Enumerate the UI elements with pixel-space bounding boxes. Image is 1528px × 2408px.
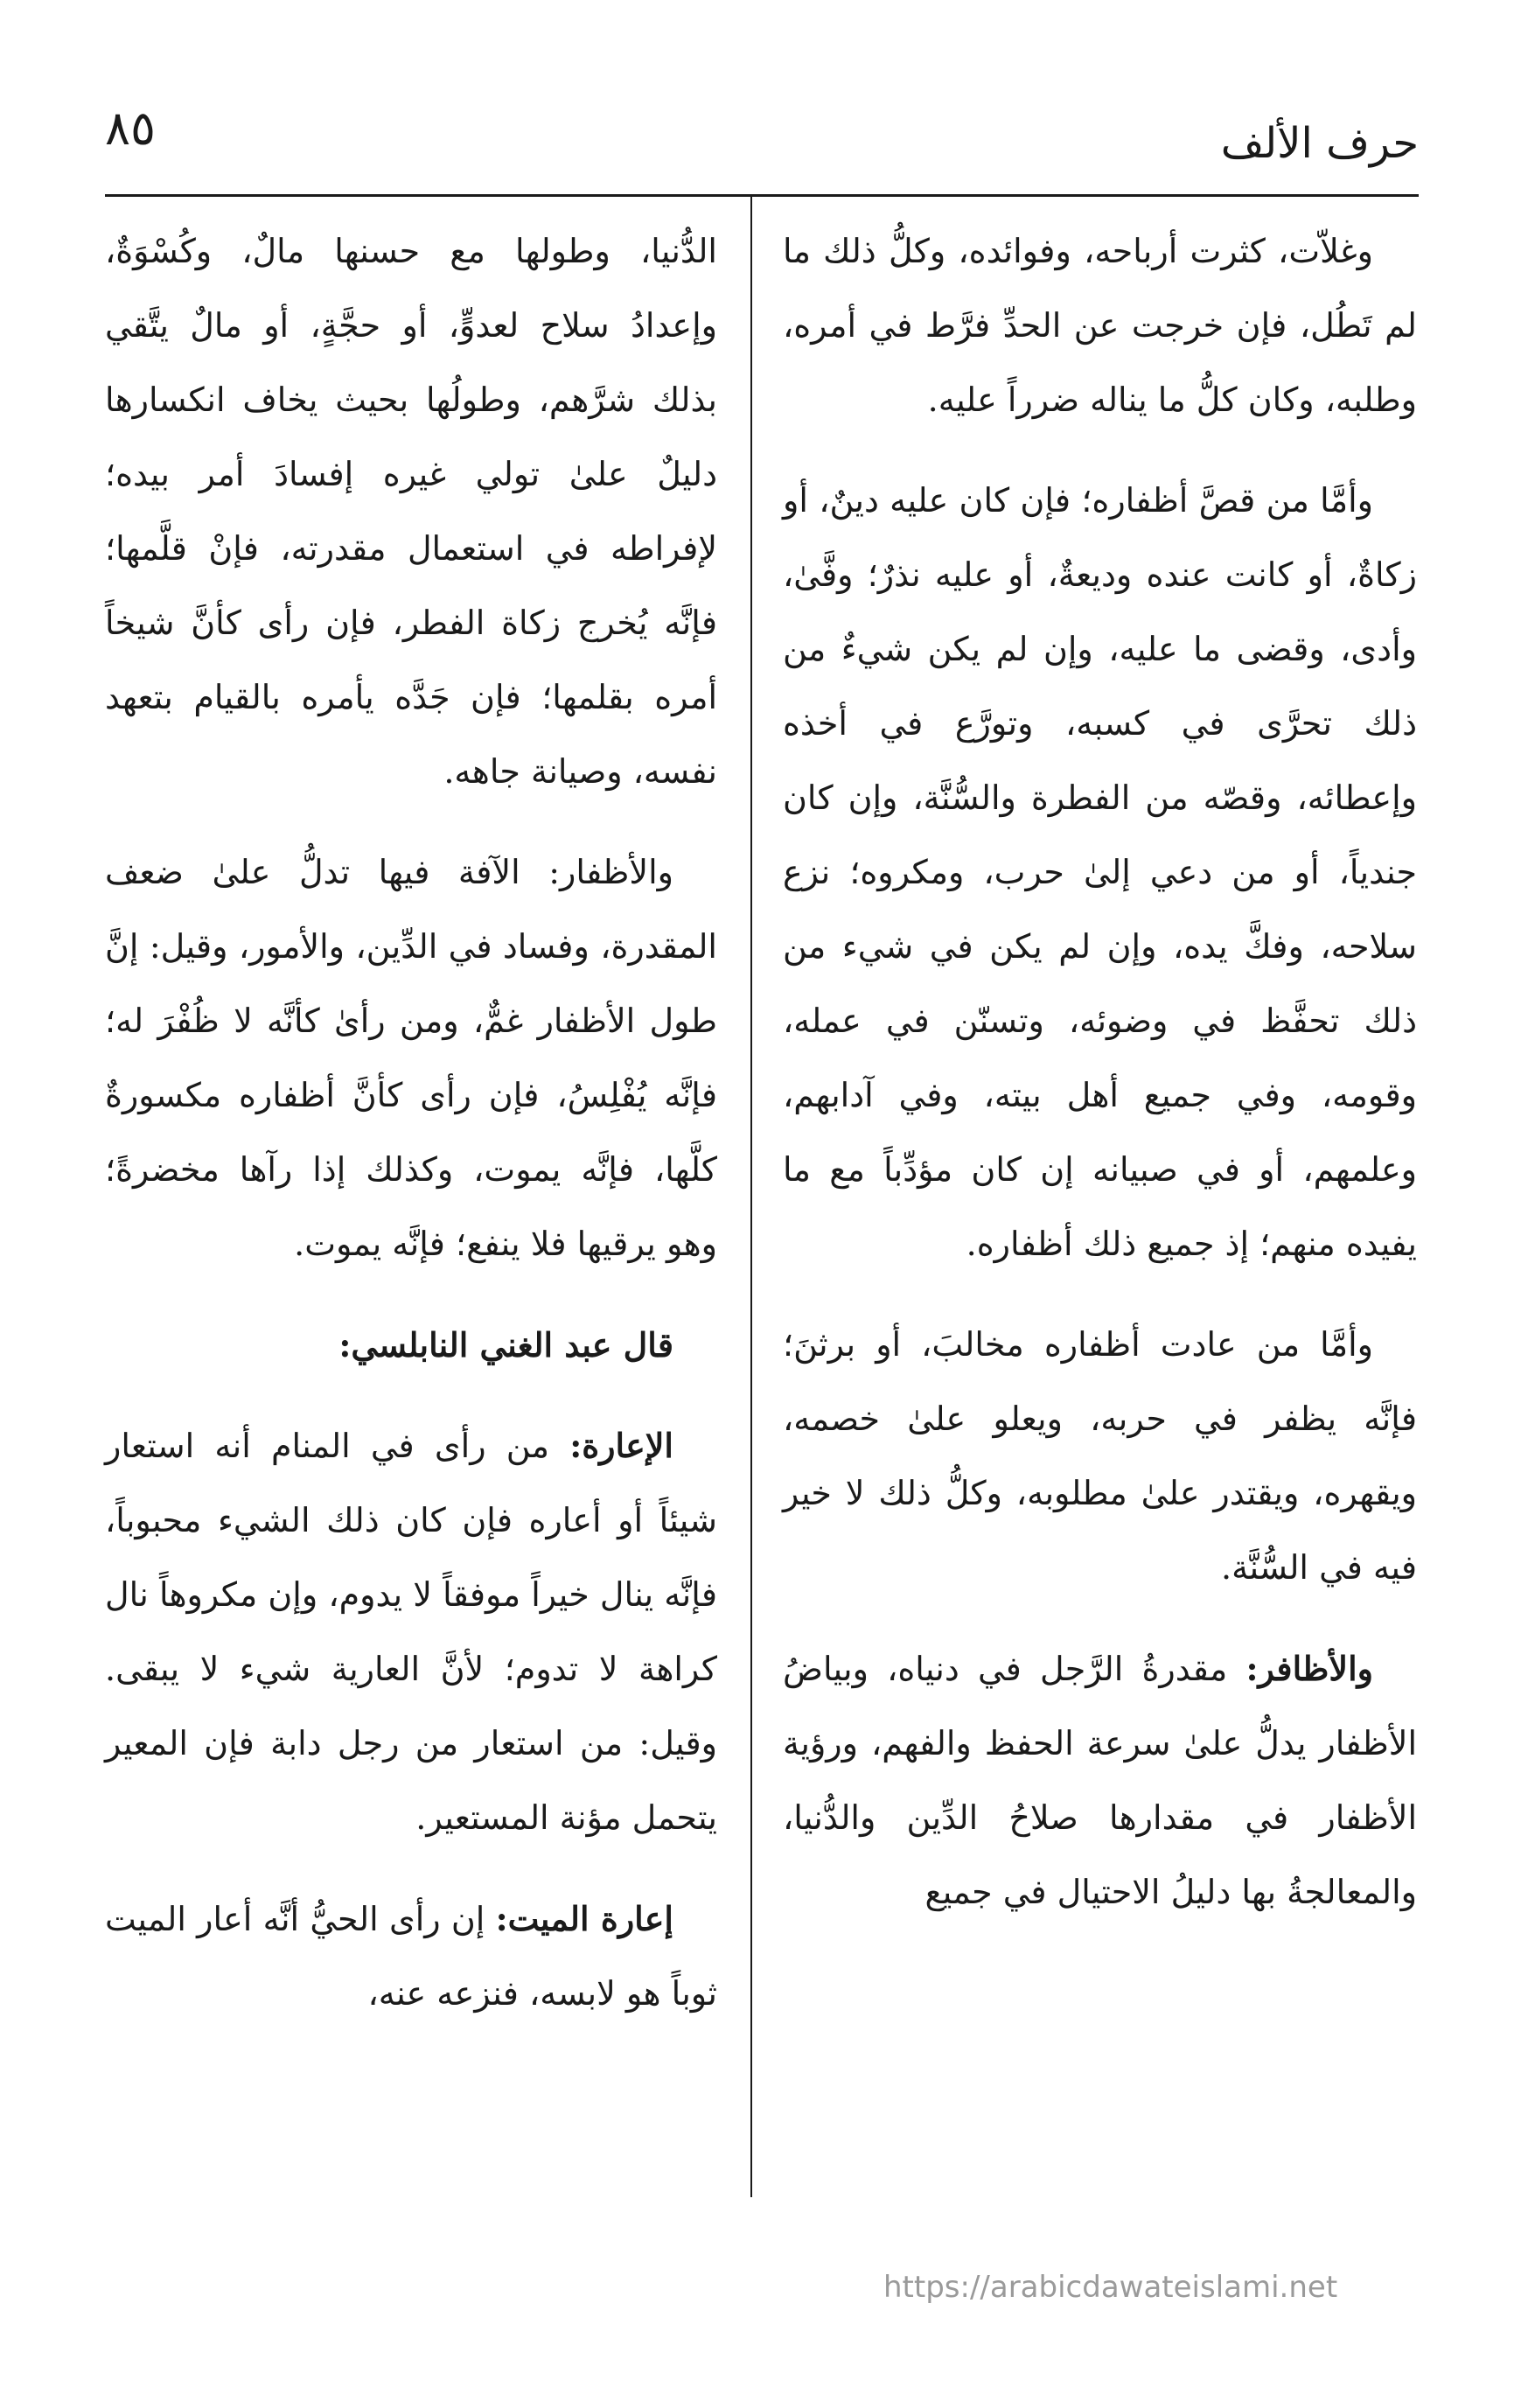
entry-lead: الإعارة: bbox=[569, 1426, 673, 1465]
watermark-url: https://arabicdawateislami.net bbox=[883, 2270, 1338, 2305]
column-divider bbox=[750, 194, 752, 2197]
entry-lead: والأظافر: bbox=[1245, 1649, 1373, 1688]
right-column bbox=[783, 214, 1417, 1930]
entry-text: من رأى في المنام أنه استعار شيئاً أو أعاره فإن كان ذلك الشيء محبوباً، فإنَّه ينال خيراً موفقاً لا يدوم، وإن مكروهاً نال كراهة لا تدوم؛ لأنَّ العارية شيء لا يبقى. وقيل: من استعار من رجل دابة فإن المعير يتحمل مؤنة المستعير. bbox=[105, 1427, 717, 1837]
page-number: ٨٥ bbox=[105, 101, 157, 156]
running-header: حرف الألف bbox=[1220, 119, 1419, 168]
entry-text: مقدرةُ الرَّجل في دنياه، وبياضُ الأظفار يدلُّ علىٰ سرعة الحفظ والفهم، ورؤية الأظفار في مقدارها صلاحُ الدِّين والدُّنيا، والمعالجةُ بها دليلُ الاحتيال في جميع bbox=[783, 1650, 1417, 1911]
paragraph: وأمَّا من قصَّ أظفاره؛ فإن كان عليه دينٌ، أو زكاةٌ، أو كانت عنده وديعةٌ، أو عليه نذرٌ؛ وفَّىٰ، وأدى، وقضى ما عليه، وإن لم يكن شيءٌ من ذلك تحرَّى في كسبه، وتورَّع في أخذه وإعطائه، وقصّه من الفطرة والسُّنَّة، وإن كان جندياً، أو من دعي إلىٰ حرب، ومكروه؛ نزع سلاحه، وفكَّ يده، وإن لم يكن في شيء من ذلك تحفَّظ في وضوئه، وتسنّن في عمله، وقومه، وفي جميع أهل بيته، وفي آدابهم، وعلمهم، أو في صبيانه إن كان مؤدِّباً مع ما يفيده منهم؛ إذ جميع ذلك أظفاره. bbox=[783, 481, 1417, 1263]
header-rule bbox=[105, 194, 1419, 197]
paragraph bbox=[783, 1631, 1417, 1930]
entry-lead: إعارة الميت: bbox=[495, 1899, 673, 1938]
paragraph: وأمَّا من عادت أظفاره مخالبَ، أو برثنَ؛ فإنَّه يظفر في حربه، ويعلو علىٰ خصمه، ويقهره، ويقتدر علىٰ مطلوبه، وكلُّ ذلك لا خير فيه في السُّنَّة. bbox=[783, 1325, 1417, 1587]
paragraph bbox=[105, 1408, 717, 1855]
paragraph: الدُّنيا، وطولها مع حسنها مالٌ، وكُسْوَةٌ، وإعدادُ سلاح لعدوٍّ، أو حجَّةٍ، أو مالٌ يتَّقي بذلك شرَّهم، وطولُها بحيث يخاف انكسارها دليلٌ علىٰ تولي غيره إفسادَ أمر بيده؛ لإفراطه في استعمال مقدرته، فإنْ قلَّمها؛ فإنَّه يُخرج زكاة الفطر، فإن رأى كأنَّ شيخاً أمره بقلمها؛ فإن جَدَّه يأمره بالقيام بتعهد نفسه، وصيانة جاهه. bbox=[105, 232, 717, 791]
entry-text: إن رأى الحيُّ أنَّه أعار الميت ثوباً هو لابسه، فنزعه عنه، bbox=[105, 1900, 717, 2013]
section-heading: قال عبد الغني النابلسي: bbox=[338, 1325, 673, 1365]
paragraph bbox=[105, 1881, 717, 2031]
paragraph: والأظفار: الآفة فيها تدلُّ علىٰ ضعف المقدرة، وفساد في الدِّين، والأمور، وقيل: إنَّ طول الأظفار غمٌّ، ومن رأىٰ كأنَّه لا ظُفْرَ له؛ فإنَّه يُفْلِسُ، فإن رأى كأنَّ أظفاره مكسورةٌ كلَّها، فإنَّه يموت، وكذلك إذا رآها مخضرةً؛ وهو يرقيها فلا ينفع؛ فإنَّه يموت. bbox=[105, 853, 717, 1263]
paragraph: وغلاّت، كثرت أرباحه، وفوائده، وكلُّ ذلك ما لم تَطُل، فإن خرجت عن الحدِّ فرَّط في أمره، وطلبه، وكان كلُّ ما يناله ضرراً عليه. bbox=[783, 232, 1417, 419]
left-column bbox=[105, 214, 717, 2031]
